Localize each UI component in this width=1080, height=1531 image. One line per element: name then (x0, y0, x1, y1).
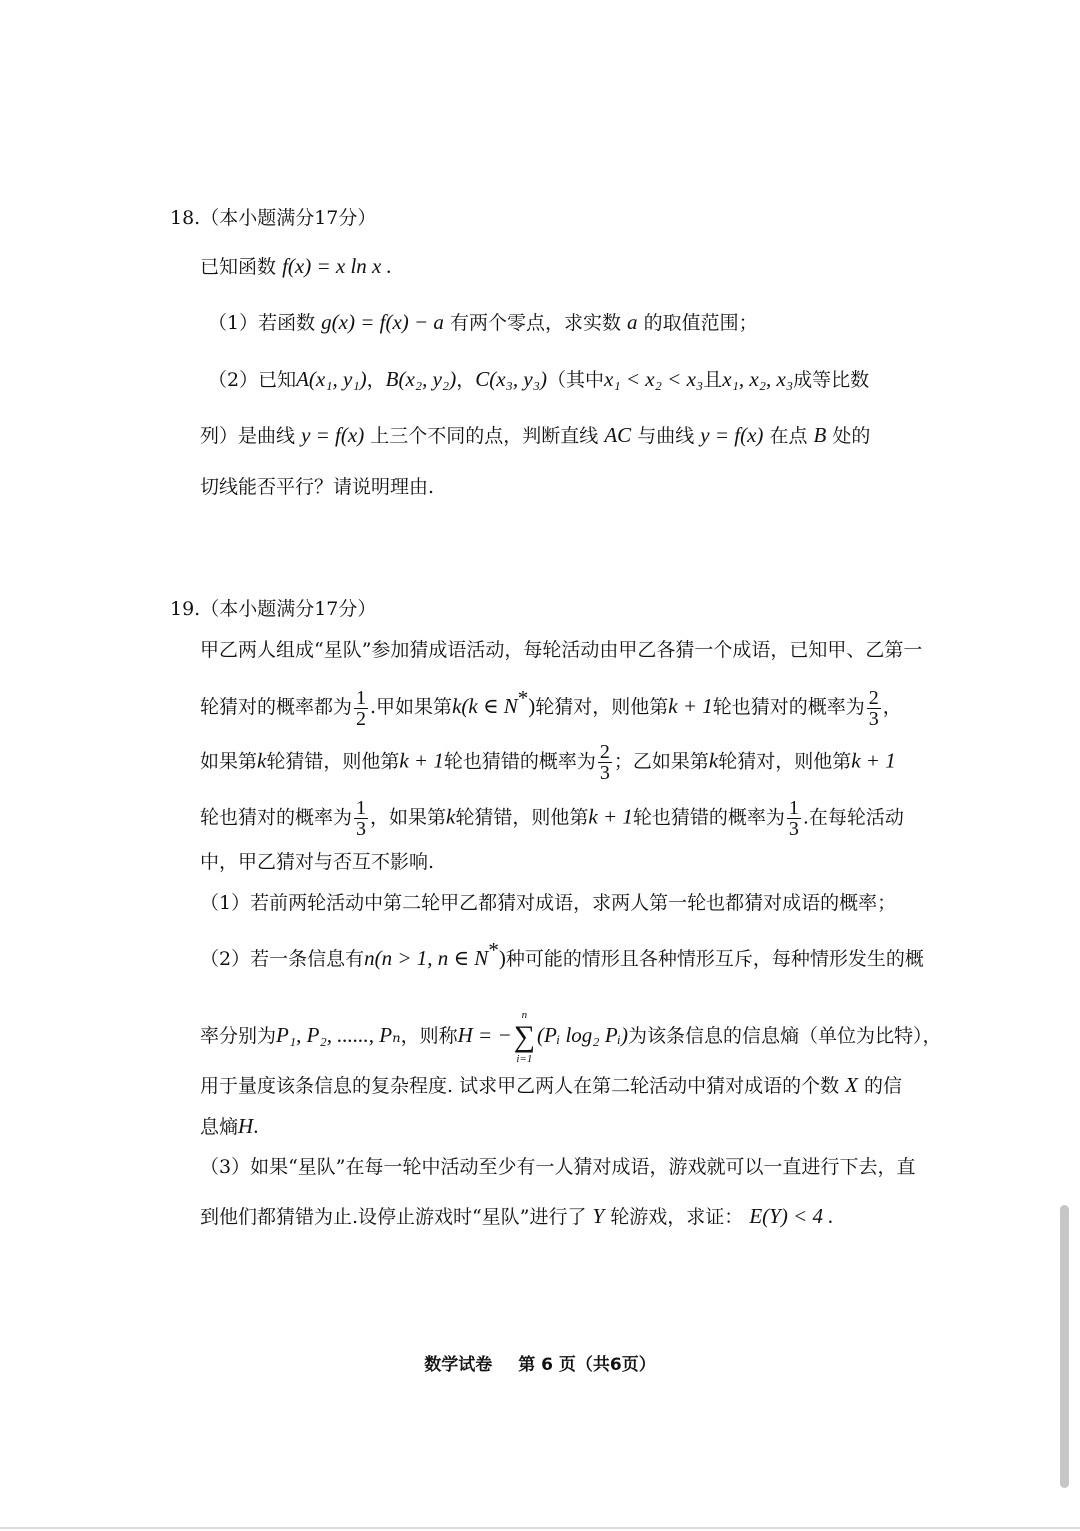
frac-num: 1 (356, 686, 367, 709)
q18-part2-line1: （2）已知A(x₁, y₁)，B(x₂, y₂)，C(x₃, y₃)（其中x₁ < x₂ < x₃且x₁, x₂, x₃成等比数 (208, 367, 870, 391)
q18-part2-line2 (200, 423, 870, 448)
q18-intro-math: f(x) = x ln x . (282, 254, 392, 278)
q18-part2-line3: 切线能否平行？请说明理由. (200, 476, 435, 498)
q18-part2-paren: （其中 (547, 369, 605, 391)
q18-part2-and: 且 (703, 369, 723, 391)
q19-p3c: 轮也猜错的概率为 (443, 750, 596, 773)
q19-part2h: 息熵 (200, 1116, 239, 1138)
q19-p3 (200, 742, 896, 783)
q18-part2-seq-suffix: 成等比数 (793, 369, 870, 391)
q19-n-cond: n(n > 1, n ∈ N (364, 946, 489, 970)
fraction-two-thirds (598, 742, 612, 783)
q18-line-ac: AC (604, 423, 632, 447)
q19-p5: 中，甲乙猜对与否互不影响. (200, 851, 435, 873)
q19-part2f: 用于量度该条信息的复杂程度. 试求甲乙两人在第二轮活动中猜对成语的个数 (200, 1075, 840, 1097)
q19-part2-line2 (200, 1008, 941, 1066)
q19-k-plus-1: k + 1 (851, 748, 896, 773)
q19-part2-line4: 息熵H. (200, 1114, 259, 1138)
q19-p3b: 轮猜错，则他第 (266, 750, 400, 773)
q19-part2b: 种可能的情形且各种情形互斥，每种情形发生的概 (505, 948, 924, 970)
frac-den: 3 (868, 707, 879, 730)
footer-page-number: 第 6 页（共6页） (518, 1355, 656, 1375)
frac-num: 1 (356, 797, 367, 819)
q18-line2-c: 与曲线 (637, 425, 695, 447)
q18-line2-e: 处的 (832, 425, 871, 447)
q19-k-plus-1: k + 1 (588, 804, 633, 829)
q18-part1-mid: 有两个零点，求实数 (449, 312, 621, 334)
q19-part3-line2 (200, 1204, 833, 1229)
q19-p2b: .甲如果第 (370, 696, 453, 718)
sum-lower: i=1 (516, 1053, 533, 1065)
q19-p4d: 轮也猜错的概率为 (632, 806, 785, 829)
q19-part3b: 到他们都猜错为止.设停止游戏时“星队”进行了 (200, 1206, 587, 1228)
q19-p3e: 轮猜对，则他第 (718, 750, 852, 773)
scrollbar-thumb[interactable] (1060, 1205, 1069, 1488)
frac-den: 3 (599, 762, 610, 784)
q19-p3a: 如果第 (200, 750, 258, 773)
q19-p4a: 轮也猜对的概率为 (200, 806, 353, 829)
q19-part2-line1: （2）若一条信息有n(n > 1, n ∈ N*)种可能的情形且各种情形互斥，每种情形发生的概 (200, 938, 924, 970)
q19-p4c: 轮猜错，则他第 (455, 806, 589, 829)
q18-part1-suffix: 的取值范围； (643, 312, 758, 334)
q19-part2-line3 (200, 1073, 902, 1098)
q18-intro (200, 254, 392, 279)
q19-part3-line1: （3）如果“星队”在每一轮中活动至少有一人猜对成语，游戏就可以一直进行下去，直 (200, 1156, 916, 1178)
point-b: B(x₂, y₂) (385, 367, 457, 391)
q19-part2e: 为该条信息的信息熵（单位为比特）， (627, 1025, 942, 1047)
q19-part2c: 率分别为 (200, 1025, 277, 1047)
q19-part2g: 的信 (864, 1075, 903, 1097)
frac-num: 1 (788, 797, 799, 819)
q19-k-in-n: k(k ∈ N (452, 694, 518, 718)
q19-k: k (708, 748, 719, 773)
q18-part2-cond: x₁ < x₂ < x₃ (604, 367, 704, 391)
sum-upper: n (521, 1009, 528, 1021)
q19-h: H (238, 1114, 254, 1138)
frac-den: 2 (356, 707, 367, 730)
q19-sum-body: (Pᵢ log₂ Pᵢ) (537, 1023, 628, 1047)
q19-k: k (446, 804, 456, 829)
q19-part2a: （2）若一条信息有 (200, 948, 365, 970)
frac-den: 3 (356, 818, 367, 840)
q18-part1 (208, 310, 758, 335)
q19-ey: E(Y) < 4 . (749, 1204, 834, 1228)
q18-curve-2: y = f(x) (700, 423, 764, 447)
fraction-one-third (354, 798, 368, 839)
footer-subject: 数学试卷 (424, 1355, 493, 1375)
q18-part1-math: g(x) = f(x) − a (321, 310, 444, 334)
q18-line2-a: 列）是曲线 (200, 425, 296, 447)
q19-k-plus-1: k + 1 (668, 694, 713, 718)
q19-p3d: ；乙如果第 (613, 750, 709, 773)
q18-part2-seq: x₁, x₂, x₃ (722, 367, 794, 391)
summation-symbol: n ∑ i=1 (513, 1009, 536, 1065)
q19-number: 19.（本小题满分17分） (170, 598, 377, 620)
q19-p4b: ，如果第 (370, 806, 447, 829)
q18-line2-b: 上三个不同的点，判断直线 (370, 425, 599, 447)
q19-p2c: 轮猜对，则他第 (535, 696, 669, 718)
page-footer (0, 1350, 1080, 1375)
q18-part1-prefix: （1）若函数 (208, 312, 316, 334)
frac-num: 2 (599, 741, 610, 763)
q19-p4 (200, 798, 904, 839)
q19-part2d: ，则称 (400, 1025, 458, 1047)
q19-p2: 轮猜对的概率都为 $\frac{1}{2}$ .甲如果第k(k ∈ N*)轮猜对，则他第k + 1轮也猜对的概率为 $\frac{2}{3}$ ， (200, 686, 902, 730)
point-a: A(x₁, y₁) (296, 367, 367, 391)
bottom-divider (0, 1527, 1080, 1529)
frac-num: 2 (868, 686, 879, 709)
q19-part3c: 轮游戏，求证： (610, 1206, 744, 1228)
q18-point-b-label: B (813, 423, 827, 447)
q19-h-eq: H = − (457, 1023, 512, 1047)
q18-part2-prefix: （2）已知 (208, 369, 297, 391)
frac-den: 3 (788, 818, 799, 840)
q19-part1: （1）若前两轮活动中第二轮甲乙都猜对成语，求两人第一轮也都猜对成语的概率； (200, 892, 897, 914)
q19-k: k (257, 748, 267, 773)
q19-p4e: .在每轮活动 (802, 806, 904, 829)
q18-intro-text: 已知函数 (200, 256, 277, 278)
q18-number: 18.（本小题满分17分） (170, 207, 377, 229)
q19-p1: 甲乙两人组成“星队”参加猜成语活动，每轮活动由甲乙各猜一个成语，已知甲、乙第一 (200, 639, 923, 661)
q19-k-plus-1: k + 1 (399, 748, 444, 773)
fraction-half (354, 688, 368, 729)
q19-p2d: 轮也猜对的概率为 (712, 696, 865, 718)
q19-y: Y (592, 1204, 605, 1228)
q18-line2-d: 在点 (769, 425, 808, 447)
q19-x: X (845, 1073, 858, 1097)
q18-curve-1: y = f(x) (301, 423, 365, 447)
q18-part1-var: a (627, 310, 638, 334)
point-c: C(x₃, y₃) (475, 367, 547, 391)
q19-probs: P₁, P₂, ......, Pₙ (276, 1023, 401, 1047)
fraction-two-thirds (867, 688, 881, 729)
q19-p2a: 轮猜对的概率都为 (200, 696, 353, 718)
fraction-one-third (787, 798, 801, 839)
